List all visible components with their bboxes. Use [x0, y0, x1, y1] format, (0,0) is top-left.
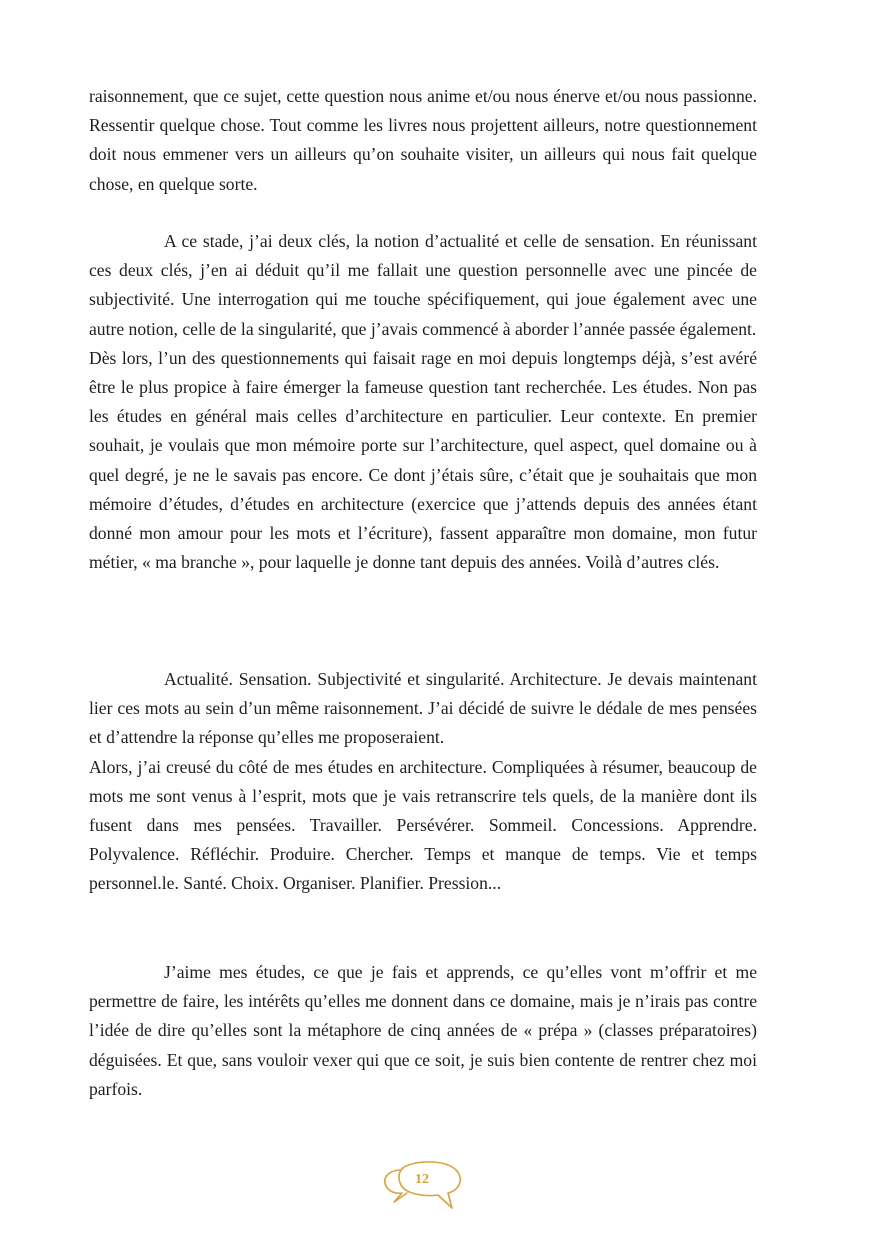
paragraph-block-2 — [89, 227, 757, 577]
page-number-badge — [380, 1158, 466, 1214]
paragraph-block-3 — [89, 665, 757, 899]
paragraph-block-4 — [89, 958, 757, 1104]
paragraph-3: Dès lors, l’un des questionnements qui faisait rage en moi depuis longtemps déjà, s’est avéré être le plus propice à faire émerger la fameuse question tant recherchée. Les études. Non pas les études en général mais celles d’architecture en particulier. Leur contexte. En premier souhait, je voulais que mon mémoire porte sur l’architecture, quel aspect, quel domaine ou à quel degré, je ne le savais pas encore. Ce dont j’étais sûre, c’était que je souhaitais que mon mémoire d’études, d’études en architecture (exercice que j’attends depuis des années étant donné mon amour pour les mots et l’écriture), fassent apparaître mon domaine, mon futur métier, « ma branche », pour laquelle je donne tant depuis des années. Voilà d’autres clés. — [89, 347, 757, 573]
paragraph-5: Alors, j’ai creusé du côté de mes études en architecture. Compliquées à résumer, beaucoup de mots me sont venus à l’esprit, mots que je vais retranscrire tels quels, de la manière dont ils fusent dans mes pensées. Travailler. Persévérer. Sommeil. Concessions. Apprendre. Polyvalence. Réfléchir. Produire. Chercher. Temps et manque de temps. Vie et temps personnel.le. Santé. Choix. Organiser. Planifier. Pression... — [89, 756, 757, 894]
paragraph-1: raisonnement, que ce sujet, cette question nous anime et/ou nous énerve et/ou nous passionne. Ressentir quelque chose. Tout comme les livres nous projettent ailleurs, notre questionnement doit nous emmener vers un ailleurs qu’on souhaite visiter, un ailleurs qui nous fait quelque chose, en quelque sorte. — [89, 86, 757, 194]
page-number: 12 — [415, 1172, 429, 1187]
paragraph-block-1 — [89, 82, 757, 199]
paragraph-2: A ce stade, j’ai deux clés, la notion d’actualité et celle de sensation. En réunissant ces deux clés, j’en ai déduit qu’il me fallait une question personnelle avec une pincée de subjectivité. Une interrogation qui me touche spécifiquement, qui joue également avec une autre notion, celle de la singularité, que j’avais commencé à aborder l’année passée également. — [89, 231, 757, 339]
paragraph-4: Actualité. Sensation. Subjectivité et singularité. Architecture. Je devais maintenant lier ces mots au sein d’un même raisonnement. J’ai décidé de suivre le dédale de mes pensées et d’attendre la réponse qu’elles me proposeraient. — [89, 669, 757, 748]
paragraph-6: J’aime mes études, ce que je fais et apprends, ce qu’elles vont m’offrir et me permettre de faire, les intérêts qu’elles me donnent dans ce domaine, mais je n’irais pas contre l’idée de dire qu’elles sont la métaphore de cinq années de « prépa » (classes préparatoires) déguisées. Et que, sans vouloir vexer qui que ce soit, je suis bien contente de rentrer chez moi parfois. — [89, 962, 757, 1099]
